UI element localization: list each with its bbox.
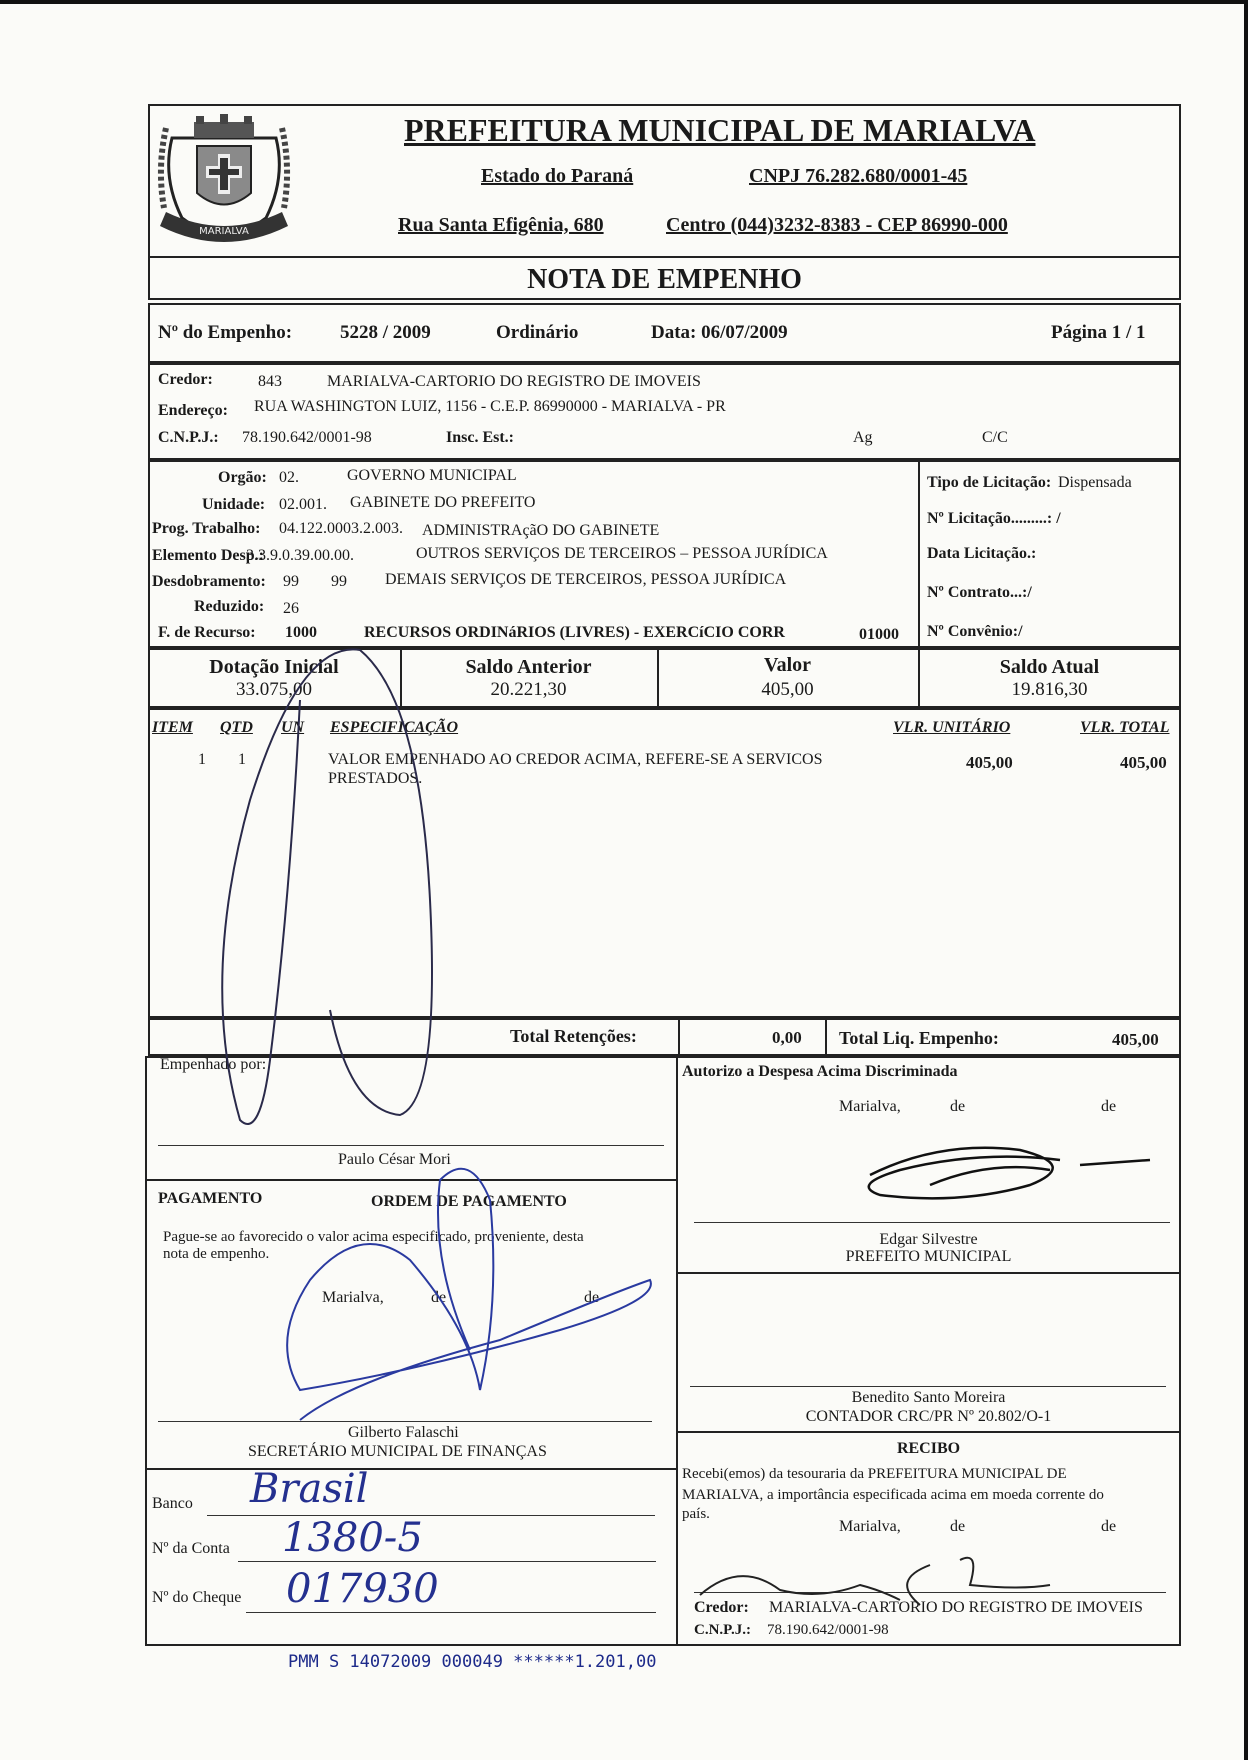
ordem-pagamento-label: ORDEM DE PAGAMENTO <box>371 1193 567 1210</box>
coat-of-arms-icon <box>152 108 296 256</box>
empenho-type: Ordinário <box>496 322 579 343</box>
row-qtd: 1 <box>238 751 246 768</box>
insc-label: Insc. Est.: <box>446 429 515 446</box>
saldo-anterior-value: 20.221,30 <box>490 679 567 700</box>
recibo-place: Marialva, <box>839 1518 901 1535</box>
empenho-page: Página 1 / 1 <box>1051 322 1146 343</box>
conta-value: 1380-5 <box>282 1515 423 1561</box>
dotacao-value: 33.075,00 <box>236 679 312 700</box>
row-total-value: 405,00 <box>1120 753 1167 772</box>
autorizo-label: Autorizo a Despesa Acima Discriminada <box>682 1063 958 1080</box>
prefeito-role: PREFEITO MUNICIPAL <box>845 1248 1012 1265</box>
elemento-name: OUTROS SERVIÇOS DE TERCEIROS – PESSOA JURÍDICA <box>416 545 828 562</box>
recurso-name: RECURSOS ORDINáRIOS (LIVRES) - EXERCíCIO CORR <box>364 624 785 641</box>
retencoes-value: 0,00 <box>772 1028 802 1047</box>
empenhado-name: Paulo César Mori <box>338 1151 451 1168</box>
recibo-de-1: de <box>950 1518 966 1535</box>
licitacao-tipo: Dispensada <box>1058 474 1132 491</box>
address-label: Endereço: <box>158 402 228 419</box>
header-street: Rua Santa Efigênia, 680 <box>398 214 604 236</box>
liq-label: Total Liq. Empenho: <box>839 1028 999 1048</box>
empenho-number: 5228 / 2009 <box>340 322 431 343</box>
reduzido-value: 26 <box>283 600 299 617</box>
licitacao-contrato: Nº Contrato...:/ <box>927 584 1032 601</box>
autorizo-de-1: de <box>950 1098 966 1115</box>
licitacao-convenio: Nº Convênio:/ <box>927 623 1023 640</box>
document-title: NOTA DE EMPENHO <box>527 264 802 295</box>
dotacao-label: Dotação Inicial <box>209 656 339 678</box>
creditor-label: Credor: <box>158 371 213 388</box>
recibo-cnpj-label: C.N.P.J.: <box>694 1622 751 1638</box>
recurso-label: F. de Recurso: <box>158 624 256 641</box>
licitacao-tipo-label: Tipo de Licitação: <box>927 474 1052 491</box>
header-item: ITEM <box>152 719 193 736</box>
recibo-de-2: de <box>1101 1518 1117 1535</box>
elemento-label: Elemento Desp.: <box>152 547 264 564</box>
autorizo-de-2: de <box>1101 1098 1117 1115</box>
header-cnpj: CNPJ 76.282.680/0001-45 <box>749 165 968 187</box>
contador-role: CONTADOR CRC/PR Nº 20.802/O-1 <box>805 1408 1052 1425</box>
banco-label: Banco <box>152 1495 193 1512</box>
recurso-code-2: 01000 <box>859 626 899 643</box>
unidade-code: 02.001. <box>279 496 327 513</box>
header-title: PREFEITURA MUNICIPAL DE MARIALVA <box>404 112 1036 148</box>
pagamento-de-2: de <box>584 1289 600 1306</box>
desdobramento-code-1: 99 <box>283 573 299 590</box>
orgao-label: Orgão: <box>218 469 267 486</box>
totals-box <box>148 1018 1181 1056</box>
prog-label: Prog. Trabalho: <box>152 520 261 537</box>
valor-label: Valor <box>763 654 812 676</box>
scan-edge-top <box>0 0 1248 4</box>
recibo-cnpj: 78.190.642/0001-98 <box>767 1622 889 1638</box>
recibo-text-1: Recebi(emos) da tesouraria da PREFEITURA MUNICIPAL DE <box>682 1466 1067 1482</box>
ag-label: Ag <box>853 429 873 446</box>
empenho-date: Data: 06/07/2009 <box>651 322 788 343</box>
empenho-number-label: Nº do Empenho: <box>158 322 293 343</box>
recibo-text-3: país. <box>682 1506 710 1522</box>
pagamento-place: Marialva, <box>322 1289 384 1306</box>
cheque-label: Nº do Cheque <box>152 1589 242 1606</box>
prog-name: ADMINISTRAçãO DO GABINETE <box>422 522 660 539</box>
saldo-atual-label: Saldo Atual <box>999 656 1100 678</box>
pagamento-text-1: Pague-se ao favorecido o valor acima especificado, proveniente, desta <box>163 1229 584 1245</box>
cc-label: C/C <box>982 429 1008 446</box>
recurso-code: 1000 <box>285 624 317 641</box>
recibo-text-2: MARIALVA, a importância especificada acima em moeda corrente do <box>682 1487 1104 1503</box>
prefeito-name: Edgar Silvestre <box>879 1231 978 1248</box>
valor-value: 405,00 <box>761 679 814 700</box>
creditor-code: 843 <box>258 373 282 390</box>
row-unit-value: 405,00 <box>966 753 1013 772</box>
svg-text:MARIALVA: MARIALVA <box>199 226 249 237</box>
empenhado-label: Empenhado por: <box>160 1056 267 1073</box>
creditor-name: MARIALVA-CARTORIO DO REGISTRO DE IMOVEIS <box>327 373 701 390</box>
payment-stamp: PMM S 14072009 000049 ******1.201,00 <box>288 1652 657 1672</box>
header-address-rest: Centro (044)3232-8383 - CEP 86990-000 <box>666 214 1008 236</box>
header-state: Estado do Paraná <box>481 165 634 187</box>
autorizo-place: Marialva, <box>839 1098 901 1115</box>
header-qtd: QTD <box>220 719 253 736</box>
orgao-name: GOVERNO MUNICIPAL <box>347 467 517 484</box>
row-spec-line-2: PRESTADOS. <box>328 770 423 787</box>
cnpj-label: C.N.P.J.: <box>158 429 219 446</box>
desdobramento-name: DEMAIS SERVIÇOS DE TERCEIROS, PESSOA JURÍDICA <box>385 571 787 588</box>
header-total-value: VLR. TOTAL <box>1080 719 1170 736</box>
retencoes-label: Total Retenções: <box>510 1026 637 1046</box>
banco-value: Brasil <box>250 1466 369 1512</box>
cheque-value: 017930 <box>286 1566 439 1612</box>
licitacao-data: Data Licitação.: <box>927 545 1037 562</box>
licitacao-numero: Nº Licitação.........: / <box>927 510 1061 527</box>
header-spec: ESPECIFICAÇÃO <box>330 719 459 736</box>
conta-label: Nº da Conta <box>152 1540 230 1557</box>
header-unit-value: VLR. UNITÁRIO <box>893 719 1011 736</box>
contador-name: Benedito Santo Moreira <box>851 1389 1006 1406</box>
unidade-name: GABINETE DO PREFEITO <box>350 494 536 511</box>
recibo-credor-label: Credor: <box>694 1599 749 1616</box>
secretario-name: Gilberto Falaschi <box>348 1424 459 1441</box>
prog-code: 04.122.0003.2.003. <box>279 520 403 537</box>
liq-value: 405,00 <box>1112 1030 1159 1049</box>
desdobramento-label: Desdobramento: <box>152 573 266 590</box>
row-spec-line-1: VALOR EMPENHADO AO CREDOR ACIMA, REFERE-SE A SERVICOS <box>328 751 823 768</box>
orgao-code: 02. <box>279 469 299 486</box>
saldo-anterior-label: Saldo Anterior <box>465 656 592 678</box>
row-item: 1 <box>198 751 206 768</box>
creditor-cnpj: 78.190.642/0001-98 <box>242 429 372 446</box>
reduzido-label: Reduzido: <box>194 598 265 615</box>
saldo-atual-value: 19.816,30 <box>1011 679 1088 700</box>
pagamento-text-2: nota de empenho. <box>163 1246 270 1262</box>
secretario-role: SECRETÁRIO MUNICIPAL DE FINANÇAS <box>248 1443 547 1460</box>
elemento-code: 3.3.9.0.39.00.00. <box>246 547 354 564</box>
recibo-credor: MARIALVA-CARTORIO DO REGISTRO DE IMOVEIS <box>769 1599 1143 1616</box>
recibo-label: RECIBO <box>896 1440 961 1457</box>
pagamento-label: PAGAMENTO <box>158 1190 263 1207</box>
pagamento-de-1: de <box>431 1289 447 1306</box>
desdobramento-code-2: 99 <box>331 573 347 590</box>
header-un: UN <box>281 719 305 736</box>
unidade-label: Unidade: <box>202 496 266 513</box>
creditor-address: RUA WASHINGTON LUIZ, 1156 - C.E.P. 86990000 - MARIALVA - PR <box>254 398 726 415</box>
